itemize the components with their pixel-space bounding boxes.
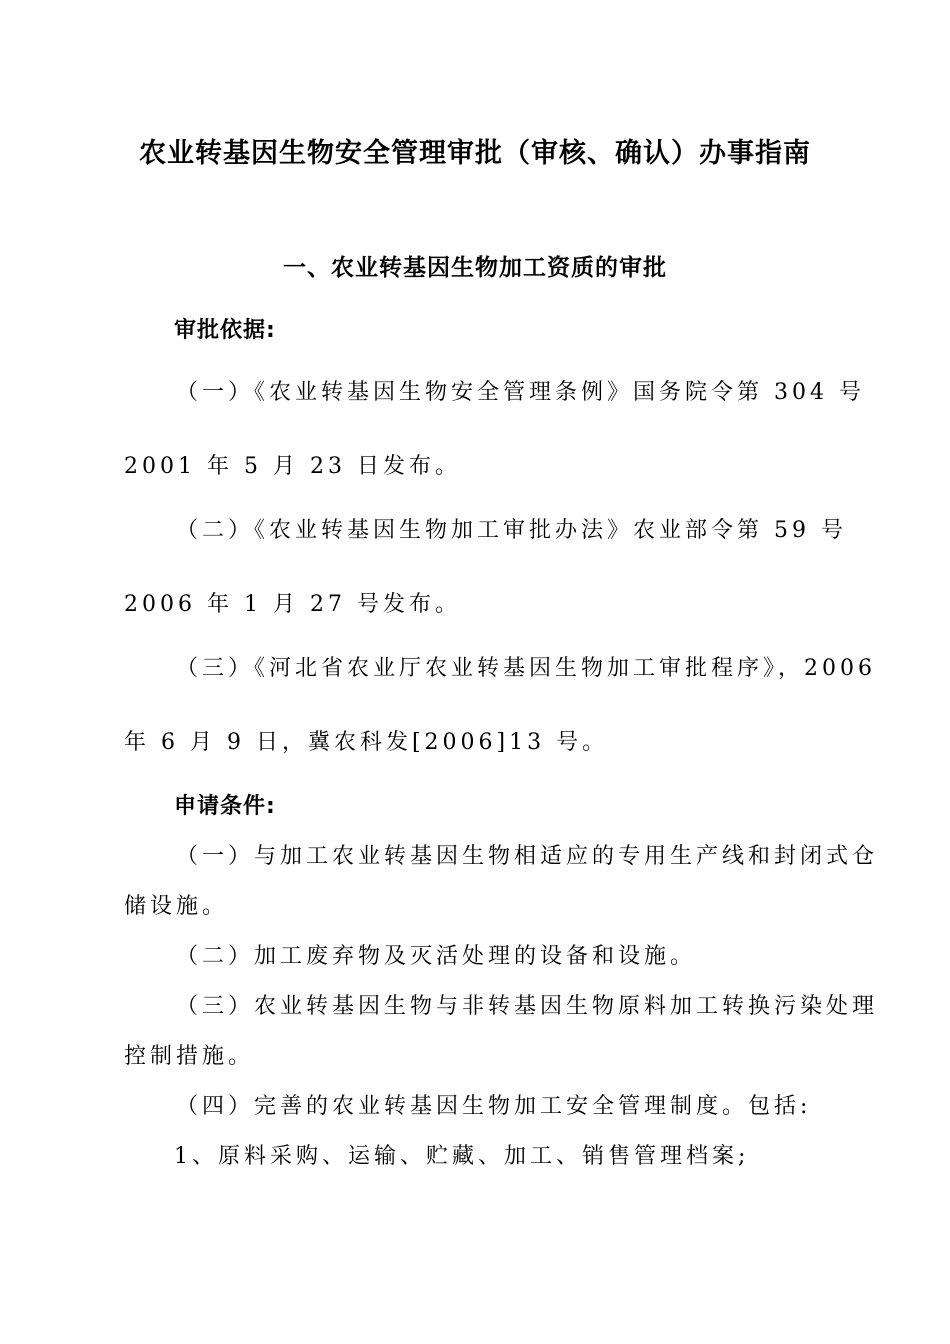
basis-heading: 审批依据: [174, 318, 276, 343]
basis-item-3-line-1: （三）《河北省农业厅农业转基因生物加工审批程序》，2006 [176, 656, 876, 681]
condition-item-3-line-1: （三）农业转基因生物与非转基因生物原料加工转换污染处理 [176, 994, 879, 1019]
condition-subitem-1: 1、原料采购、运输、贮藏、加工、销售管理档案; [174, 1144, 750, 1169]
condition-item-3-line-2: 控制措施。 [124, 1044, 255, 1069]
basis-item-2-line-1: （二）《农业转基因生物加工审批办法》农业部令第 59 号 [176, 518, 847, 543]
conditions-heading: 申请条件: [174, 794, 276, 819]
basis-item-1-line-1: （一）《农业转基因生物安全管理条例》国务院令第 304 号 [176, 380, 865, 405]
section-title: 一、农业转基因生物加工资质的审批 [283, 255, 667, 281]
condition-item-4: （四）完善的农业转基因生物加工安全管理制度。包括: [176, 1094, 812, 1119]
condition-item-1-line-1: （一）与加工农业转基因生物相适应的专用生产线和封闭式仓 [176, 844, 879, 869]
document-title: 农业转基因生物安全管理审批（审核、确认）办事指南 [139, 138, 811, 169]
basis-item-1-line-2: 2001 年 5 月 23 日发布。 [124, 454, 461, 479]
basis-item-3-line-2: 年 6 月 9 日，冀农科发[2006]13 号。 [124, 730, 609, 755]
basis-item-2-line-2: 2006 年 1 月 27 号发布。 [124, 592, 461, 617]
condition-item-1-line-2: 储设施。 [124, 894, 229, 919]
condition-item-2: （二）加工废弃物及灭活处理的设备和设施。 [176, 944, 697, 969]
